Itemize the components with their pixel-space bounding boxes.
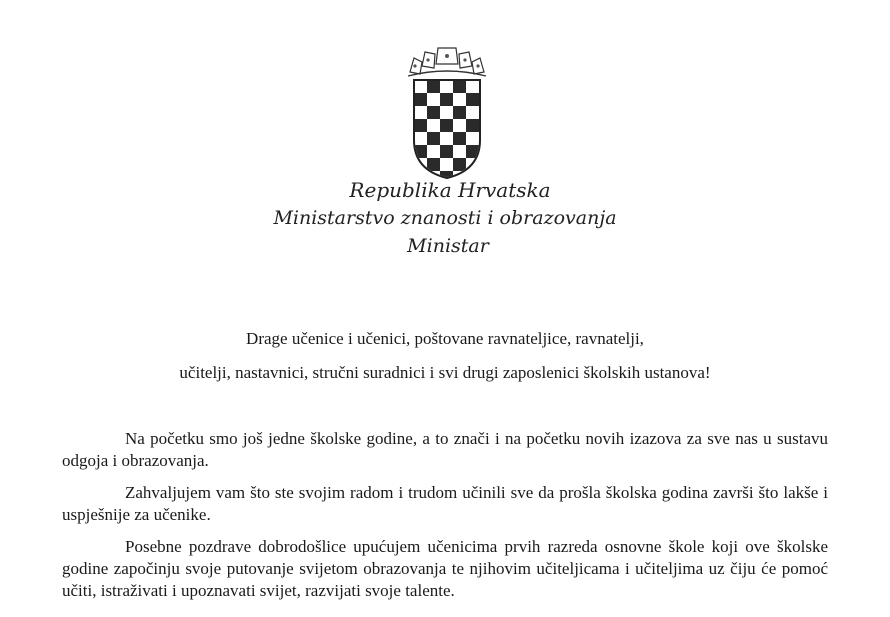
greeting-line-2: učitelji, nastavnici, stručni suradnici i svi drugi zaposlenici školskih ustanova! — [179, 363, 711, 382]
header-minister: Ministar — [407, 235, 489, 257]
greeting — [0, 325, 890, 393]
paragraph: Posebne pozdrave dobrodošlice upućujem učenicima prvih razreda osnovne škole koji ove školske godine započinju svoje putovanje svijetom obrazovanja te njihovim učiteljicama i učiteljima uz čiju će pomoć učiti, istraživati i upoznavati svijet, razvijati svoje talente. — [62, 537, 828, 600]
paragraph: Na početku smo još jedne školske godine, a to znači i na početku novih izazova za sve nas u sustavu odgoja i obrazovanja. — [62, 429, 828, 470]
header-ministry: Ministarstvo znanosti i obrazovanja — [273, 207, 617, 229]
header-republic: Republika Hrvatska — [349, 178, 551, 202]
paragraph: Zahvaljujem vam što ste svojim radom i trudom učinili sve da prošla školska godina završi što lakše i uspješnije za učenike. — [62, 483, 828, 524]
greeting-line-1: Drage učenice i učenici, poštovane ravnateljice, ravnatelji, — [246, 329, 644, 348]
letter-body — [62, 428, 828, 612]
coat-of-arms-icon — [404, 40, 490, 180]
